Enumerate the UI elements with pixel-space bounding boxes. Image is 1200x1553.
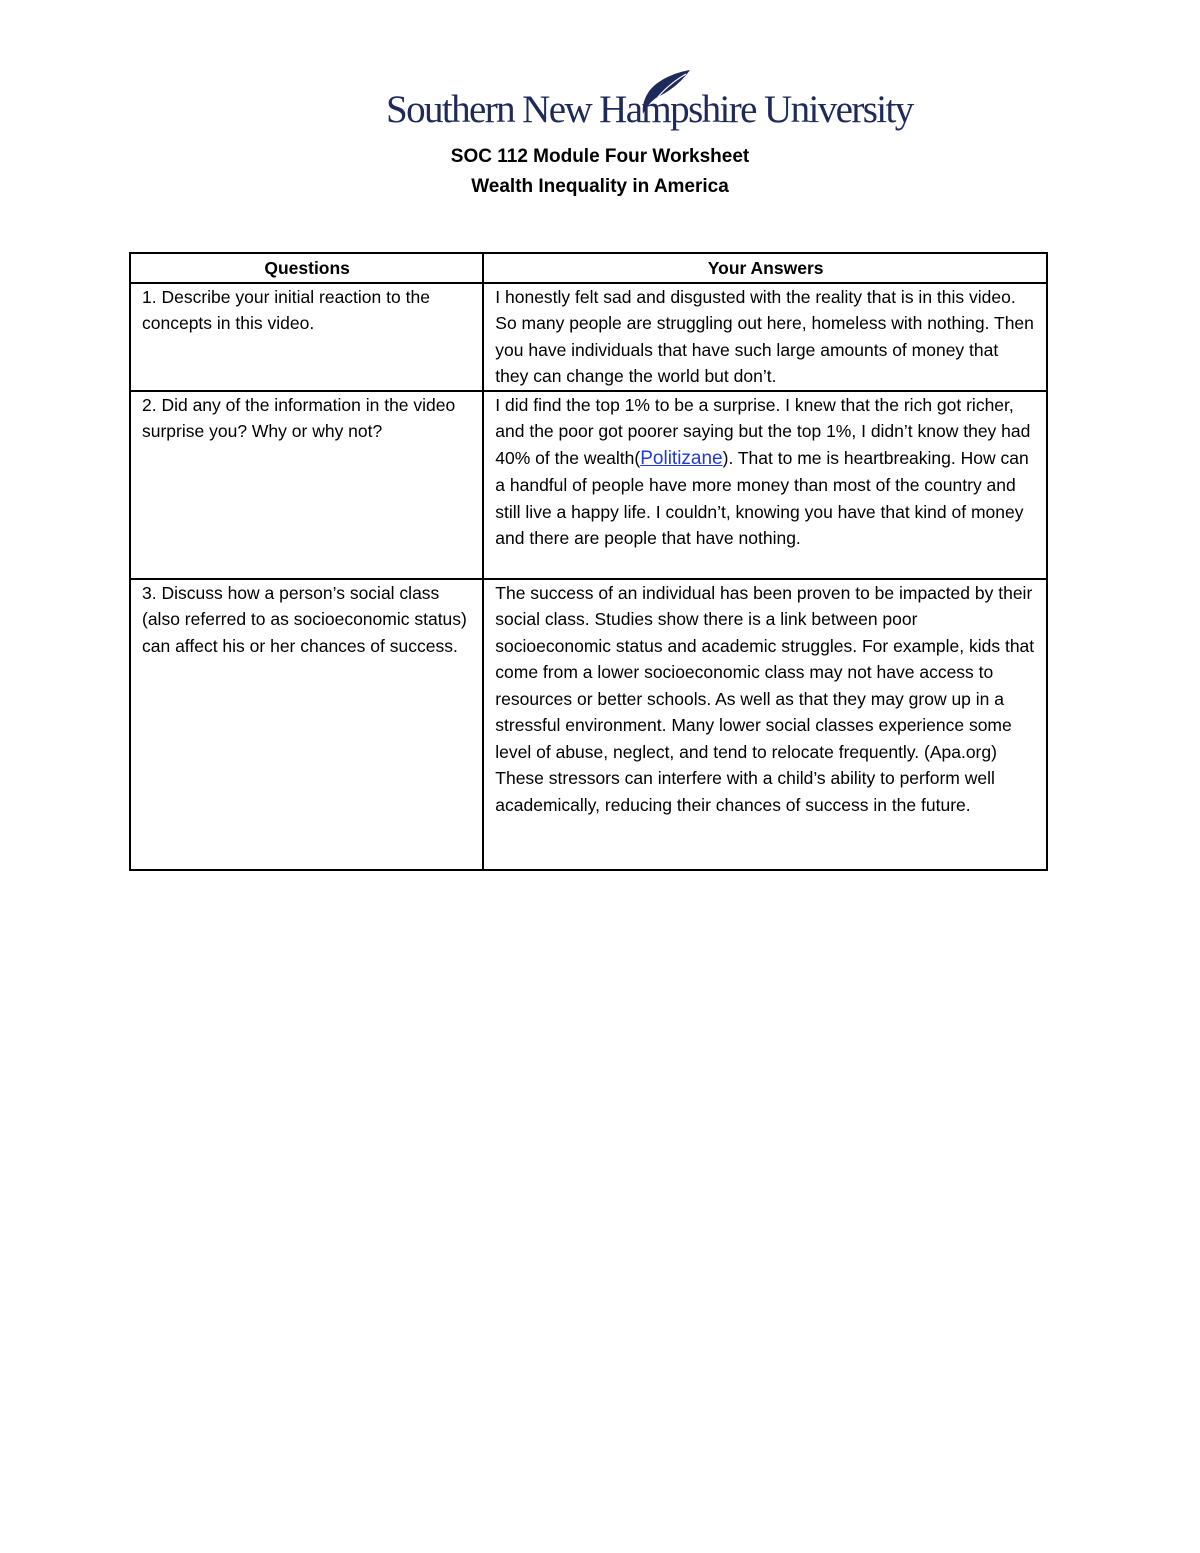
worksheet-table <box>129 252 1048 871</box>
politizane-link[interactable]: Politizane <box>640 447 723 469</box>
answer-cell: I honestly felt sad and disgusted with the reality that is in this video. So many people are struggling out here, homeless with nothing. Then you have individuals that have such large amounts of money that they can change the world but don’t. <box>483 283 1047 391</box>
document-subtitle: Wealth Inequality in America <box>471 176 729 197</box>
question-cell: 1. Describe your initial reaction to the concepts in this video. <box>130 283 483 391</box>
answer-text: I did find the top 1% to be a surprise. I knew that the rich got richer, and the poor got poorer saying but the top 1%, I didn’t know they had 40% of the wealth( <box>495 394 1031 468</box>
table-row <box>130 391 1047 579</box>
document-title: SOC 112 Module Four Worksheet <box>450 146 750 167</box>
answer-text: ). That to me is heartbreaking. How can a handful of people have more money than most of the country and still live a happy life. I couldn’t, knowing you have that kind of money and there are people that have nothing. <box>495 447 1029 548</box>
question-cell: 3. Discuss how a person’s social class (also referred to as socioeconomic status) can affect his or her chances of success. <box>130 579 483 870</box>
questions-header: Questions <box>130 253 483 283</box>
table-row <box>130 579 1047 870</box>
university-logo <box>384 68 913 138</box>
answers-header: Your Answers <box>483 253 1047 283</box>
table-row <box>130 283 1047 391</box>
table-header-row <box>130 253 1047 283</box>
question-cell: 2. Did any of the information in the video surprise you? Why or why not? <box>130 391 483 579</box>
answer-cell <box>483 391 1047 579</box>
answer-cell: The success of an individual has been proven to be impacted by their social class. Studies show there is a link between poor socioeconomic status and academic struggles. For example, kids that come from a lower socioeconomic class may not have access to resources or better schools. As well as that they may grow up in a stressful environment. Many lower social classes experience some level of abuse, neglect, and tend to relocate frequently. (Apa.org) These stressors can interfere with a child’s ability to perform well academically, reducing their chances of success in the future. <box>483 579 1047 870</box>
logo-wordmark: Southern New Hampshire University <box>386 88 913 131</box>
